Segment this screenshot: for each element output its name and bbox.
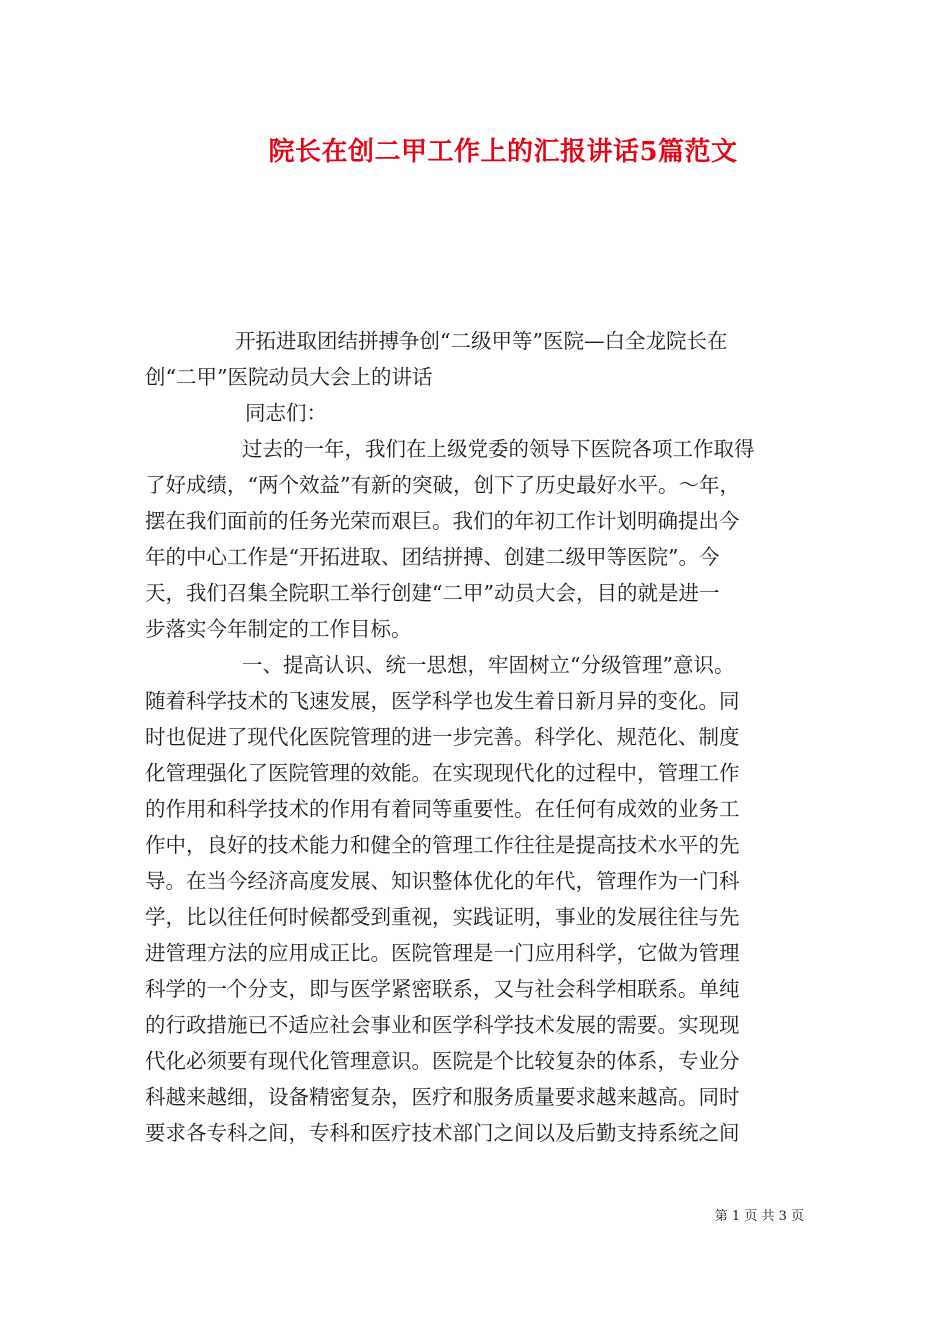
body-text-line: 代化必须要有现代化管理意识。医院是个比较复杂的体系，专业分	[145, 1049, 740, 1073]
body-text-line: 年的中心工作是“开拓进取、团结拼搏、创建二级甲等医院”。今	[145, 545, 720, 569]
body-text-line: 的行政措施已不适应社会事业和医学科学技术发展的需要。实现现	[145, 1013, 740, 1037]
body-text-line: 天，我们召集全院职工举行创建“二甲”动员大会，目的就是进一	[145, 581, 720, 605]
body-text-line: 时也促进了现代化医院管理的进一步完善。科学化、规范化、制度	[145, 725, 740, 749]
body-text-line: 导。在当今经济高度发展、知识整体优化的年代，管理作为一门科	[145, 869, 740, 893]
body-text-line: 科学的一个分支，即与医学紧密联系，又与社会科学相联系。单纯	[145, 977, 740, 1001]
document-title: 院长在创二甲工作上的汇报讲话5篇范文	[268, 137, 738, 167]
body-text-line: 的作用和科学技术的作用有着同等重要性。在任何有成效的业务工	[145, 797, 740, 821]
body-text-line: 过去的一年，我们在上级党委的领导下医院各项工作取得	[242, 437, 755, 461]
document-body	[145, 323, 805, 1151]
page-number: 第 1 页 共 3 页	[714, 1209, 804, 1224]
body-text-line: 要求各专科之间，专科和医疗技术部门之间以及后勤支持系统之间	[145, 1121, 740, 1145]
body-text-line: 化管理强化了医院管理的效能。在实现现代化的过程中，管理工作	[145, 761, 740, 785]
speech-subtitle-line: 开拓进取团结拼搏争创“二级甲等”医院—白全龙院长在	[235, 329, 728, 353]
salutation-line: 同志们：	[245, 401, 327, 425]
body-text-line: 创“二甲”医院动员大会上的讲话	[145, 365, 433, 389]
body-text-line: 一、提高认识、统一思想，牢固树立“分级管理”意识。	[242, 653, 735, 677]
body-text-line: 进管理方法的应用成正比。医院管理是一门应用科学，它做为管理	[145, 941, 740, 965]
body-text-line: 随着科学技术的飞速发展，医学科学也发生着日新月异的变化。同	[145, 689, 740, 713]
body-text-line: 作中，良好的技术能力和健全的管理工作往往是提高技术水平的先	[145, 833, 740, 857]
body-text-line: 步落实今年制定的工作目标。	[145, 617, 412, 641]
body-text-line: 科越来越细，设备精密复杂，医疗和服务质量要求越来越高。同时	[145, 1085, 740, 1109]
body-text-line: 摆在我们面前的任务光荣而艰巨。我们的年初工作计划明确提出今	[145, 509, 740, 533]
body-text-line: 学，比以往任何时候都受到重视，实践证明，事业的发展往往与先	[145, 905, 740, 929]
body-text-line: 了好成绩，“两个效益”有新的突破，创下了历史最好水平。～年，	[145, 473, 740, 497]
